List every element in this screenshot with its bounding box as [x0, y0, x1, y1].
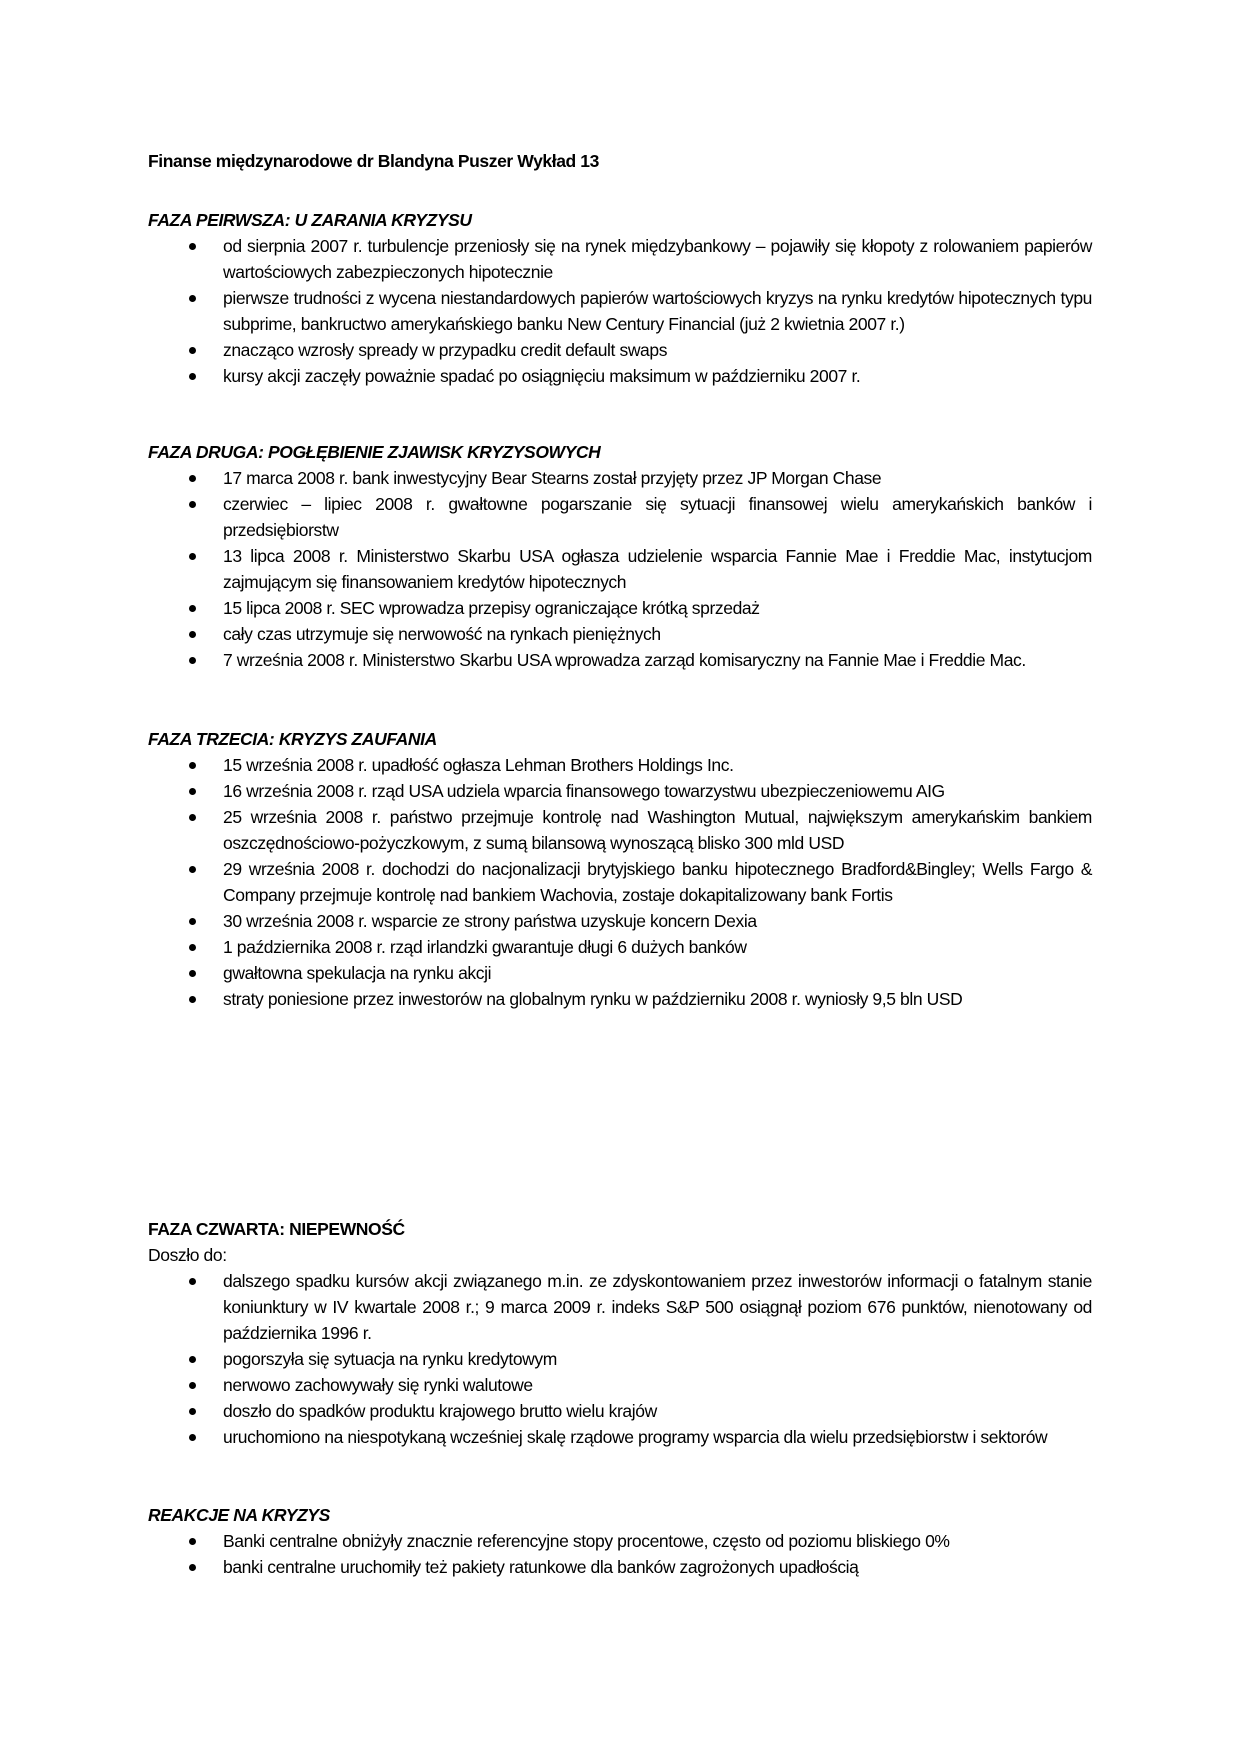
list-item: od sierpnia 2007 r. turbulencje przeniosły się na rynek międzybankowy – pojawiły się kłopoty z rolowaniem papierów wartościowych zabezpieczonych hipotecznie [148, 233, 1092, 285]
section-heading: FAZA DRUGA: POGŁĘBIENIE ZJAWISK KRYZYSOWYCH [148, 442, 601, 462]
list-item: Banki centralne obniżyły znacznie referencyjne stopy procentowe, często od poziomu bliskiego 0% [148, 1528, 1092, 1554]
list-item: 30 września 2008 r. wsparcie ze strony państwa uzyskuje koncern Dexia [148, 908, 1092, 934]
section-heading: REAKCJE NA KRYZYS [148, 1505, 330, 1525]
bullet-list [148, 233, 1092, 389]
list-item: 15 września 2008 r. upadłość ogłasza Lehman Brothers Holdings Inc. [148, 752, 1092, 778]
document-title: Finanse międzynarodowe dr Blandyna Puszer Wykład 13 [148, 151, 599, 171]
bullet-list [148, 1268, 1092, 1450]
list-item: uruchomiono na niespotykaną wcześniej skalę rządowe programy wsparcia dla wielu przedsiębiorstw i sektorów [148, 1424, 1092, 1450]
list-item: 17 marca 2008 r. bank inwestycyjny Bear Stearns został przyjęty przez JP Morgan Chase [148, 465, 1092, 491]
list-item: nerwowo zachowywały się rynki walutowe [148, 1372, 1092, 1398]
section-phase-1 [148, 207, 1092, 389]
list-item: 16 września 2008 r. rząd USA udziela wparcia finansowego towarzystwu ubezpieczeniowemu AIG [148, 778, 1092, 804]
list-item: straty poniesione przez inwestorów na globalnym rynku w październiku 2008 r. wyniosły 9,5 bln USD [148, 986, 1092, 1012]
bullet-list [148, 465, 1092, 673]
section-phase-3 [148, 726, 1092, 1012]
section-heading: FAZA PEIRWSZA: U ZARANIA KRYZYSU [148, 210, 472, 230]
list-item: 1 października 2008 r. rząd irlandzki gwarantuje długi 6 dużych banków [148, 934, 1092, 960]
list-item: 7 września 2008 r. Ministerstwo Skarbu USA wprowadza zarząd komisaryczny na Fannie Mae i Freddie Mac. [148, 647, 1092, 673]
list-item: 25 września 2008 r. państwo przejmuje kontrolę nad Washington Mutual, największym amerykańskim bankiem oszczędnościowo-pożyczkowym, z sumą bilansową wynoszącą blisko 300 mld USD [148, 804, 1092, 856]
list-item: znacząco wzrosły spready w przypadku credit default swaps [148, 337, 1092, 363]
list-item: 13 lipca 2008 r. Ministerstwo Skarbu USA ogłasza udzielenie wsparcia Fannie Mae i Freddie Mac, instytucjom zajmującym się finansowaniem kredytów hipotecznych [148, 543, 1092, 595]
list-item: gwałtowna spekulacja na rynku akcji [148, 960, 1092, 986]
section-intro: Doszło do: [148, 1245, 227, 1265]
list-item: doszło do spadków produktu krajowego brutto wielu krajów [148, 1398, 1092, 1424]
list-item: kursy akcji zaczęły poważnie spadać po osiągnięciu maksimum w październiku 2007 r. [148, 363, 1092, 389]
list-item: 15 lipca 2008 r. SEC wprowadza przepisy ograniczające krótką sprzedaż [148, 595, 1092, 621]
section-phase-2 [148, 439, 1092, 673]
section-heading: FAZA CZWARTA: NIEPEWNOŚĆ [148, 1219, 405, 1239]
list-item: 29 września 2008 r. dochodzi do nacjonalizacji brytyjskiego banku hipotecznego Bradford&Bingley; Wells Fargo & Company przejmuje kontrolę nad bankiem Wachovia, zostaje dokapitalizowany bank Fortis [148, 856, 1092, 908]
bullet-list [148, 752, 1092, 1012]
list-item: czerwiec – lipiec 2008 r. gwałtowne pogarszanie się sytuacji finansowej wielu amerykańskich banków i przedsiębiorstw [148, 491, 1092, 543]
list-item: cały czas utrzymuje się nerwowość na rynkach pieniężnych [148, 621, 1092, 647]
bullet-list [148, 1528, 1092, 1580]
section-reactions [148, 1502, 1092, 1580]
list-item: pogorszyła się sytuacja na rynku kredytowym [148, 1346, 1092, 1372]
list-item: banki centralne uruchomiły też pakiety ratunkowe dla banków zagrożonych upadłością [148, 1554, 1092, 1580]
section-heading: FAZA TRZECIA: KRYZYS ZAUFANIA [148, 729, 437, 749]
section-phase-4 [148, 1216, 1092, 1450]
list-item: dalszego spadku kursów akcji związanego m.in. ze zdyskontowaniem przez inwestorów informacji o fatalnym stanie koniunktury w IV kwartale 2008 r.; 9 marca 2009 r. indeks S&P 500 osiągnął poziom 676 punktów, nienotowany od października 1996 r. [148, 1268, 1092, 1346]
list-item: pierwsze trudności z wycena niestandardowych papierów wartościowych kryzys na rynku kredytów hipotecznych typu subprime, bankructwo amerykańskiego banku New Century Financial (już 2 kwietnia 2007 r.) [148, 285, 1092, 337]
